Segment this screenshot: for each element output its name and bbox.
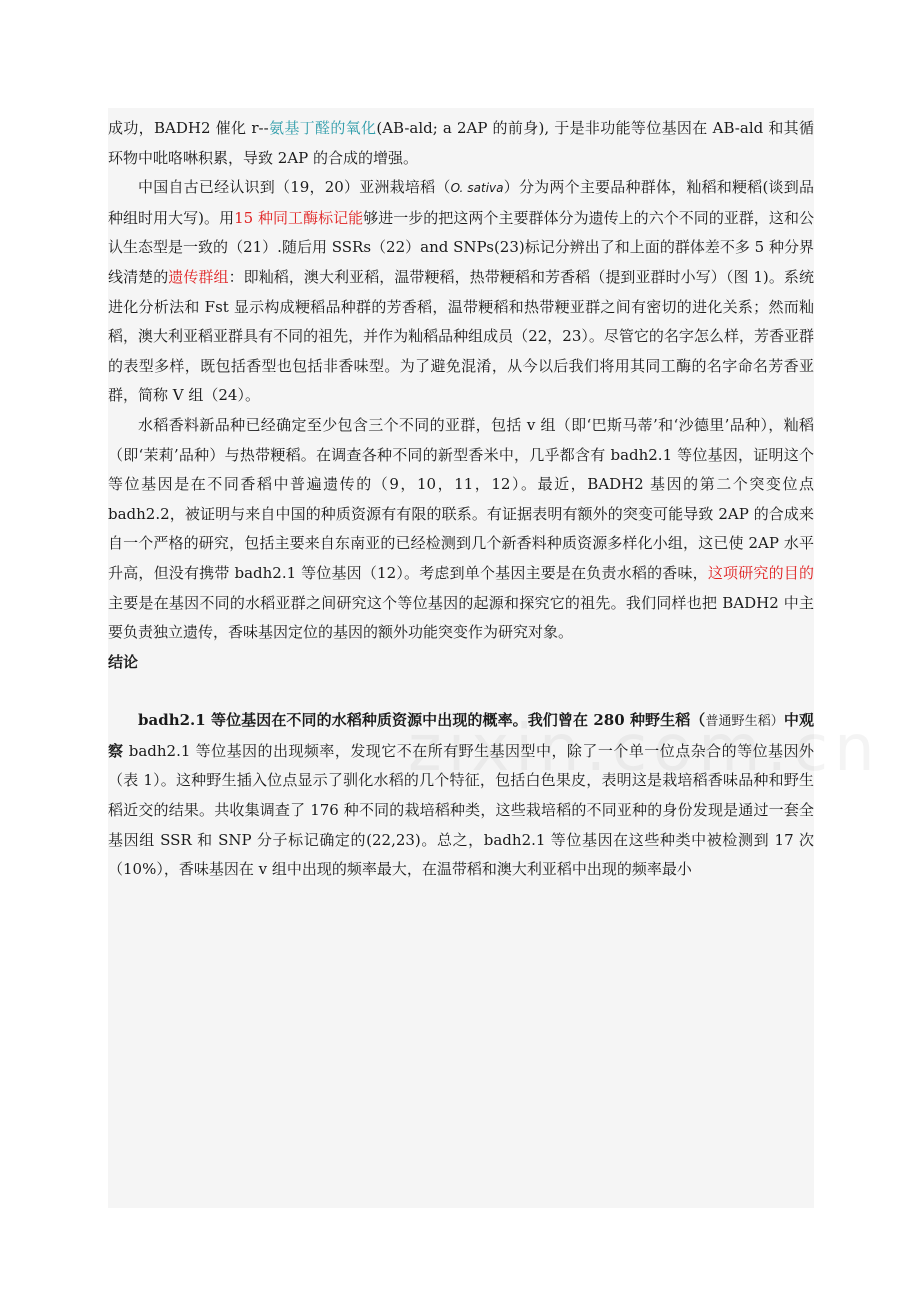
- section-heading: 结论: [108, 652, 139, 671]
- highlighted-term: 15 种同工酶标记能: [234, 208, 364, 227]
- text-run: 水稻香料新品种已经确定至少包含三个不同的亚群，包括 v 组（即‘巴斯马蒂’和‘沙德里’品种），籼稻（即‘茉莉’品种）与热带粳稻。在调查各种不同的新型香米中，几乎都含有 badh2.1 等位基因，证明这个等位基因是在不同香稻中普遍遗传的（9，10，11，12）。最近，BADH2 基因的第二个突变位点 badh2.2，被证明与来自中国的种质资源有有限的联系。有证据表明有额外的突变可能导致 2AP 的合成来自一个严格的研究，包括主要来自东南亚的已经检测到几个新香料种质资源多样化小组，这已使 2AP 水平升高，但没有携带 badh2.1 等位基因（12）。考虑到单个基因主要是在负责水稻的香味，: [108, 415, 814, 582]
- text-run: badh2.1 等位基因的出现频率，发现它不在所有野生基因型中，除了一个单一位点杂合的等位基因外（表 1）。这种野生插入位点显示了驯化水稻的几个特征，包括白色果皮，表明这是栽培稻香味品种和野生稻近交的结果。共收集调查了 176 种不同的栽培稻种类，这些栽培稻的不同亚种的身份发现是通过一套全基因组 SSR 和 SNP 分子标记确定的(22,23)。总之，badh2.1 等位基因在这些种类中被检测到 17 次（10%），香味基因在 v 组中出现的频率最大，在温带稻和澳大利亚稻中出现的频率最小: [108, 741, 814, 879]
- highlighted-term: 氨基丁醛的氧化: [268, 119, 377, 137]
- highlighted-term: 遗传群组: [168, 267, 229, 286]
- text-run: 普通野生稻）: [705, 714, 784, 730]
- bold-lead: badh2.1 等位基因在不同的水稻种质资源中出现的概率。我们曾在 280 种野生稻（: [138, 711, 706, 730]
- text-run: ）分为两个主要品种群体，籼稻和粳稻(谈到品种组时用大写)。用: [108, 178, 815, 227]
- text-run: 中国自古已经认识到（19，20）亚洲栽培稻（: [138, 178, 451, 197]
- text-run: (AB-ald; a 2AP 的前身), 于是非功能等位基因在 AB-ald 和其循环物中吡咯啉积累，导致 2AP 的合成的增强。: [108, 119, 814, 167]
- text-run: 主要是在基因不同的水稻亚群之间研究这个等位基因的起源和探究它的祖先。我们同样也把 BADH2 中主要负责独立遗传，香味基因定位的基因的额外功能突变作为研究对象。: [108, 593, 814, 642]
- highlighted-term: 这项研究的目的: [707, 563, 814, 582]
- paragraph-1: [108, 114, 814, 173]
- text-run: 够进一步的把这两个主要群体分为遗传上的六个不同的亚群，这和公认生态型是一致的（21）.随后用 SSRs（22）and SNPs(23)标记分辨出了和上面的群体差不多 5 种分界线清楚的: [108, 208, 814, 286]
- paragraph-4: [108, 706, 814, 885]
- text-run: 成功，BADH2 催化 r--: [108, 119, 269, 137]
- document-body: [108, 114, 814, 885]
- paragraph-2: [108, 173, 814, 411]
- species-name: O. sativa: [450, 181, 504, 196]
- document-page: [108, 108, 814, 1208]
- bold-lead: 中观察: [108, 711, 814, 760]
- text-run: ：即籼稻，澳大利亚稻，温带粳稻，热带粳稻和芳香稻（提到亚群时小写）（图 1)。系统进化分析法和 Fst 显示构成粳稻品种群的芳香稻，温带粳稻和热带粳亚群之间有密切的进化关系；然而籼稻，澳大利亚稻亚群具有不同的祖先，并作为籼稻品种组成员（22，23）。尽管它的名字怎么样，芳香亚群的表型多样，既包括香型也包括非香味型。为了避免混淆，从今以后我们将用其同工酶的名字命名芳香亚群，简称 V 组（24）。: [108, 267, 814, 405]
- paragraph-3: [108, 411, 814, 648]
- spacer: [108, 677, 814, 706]
